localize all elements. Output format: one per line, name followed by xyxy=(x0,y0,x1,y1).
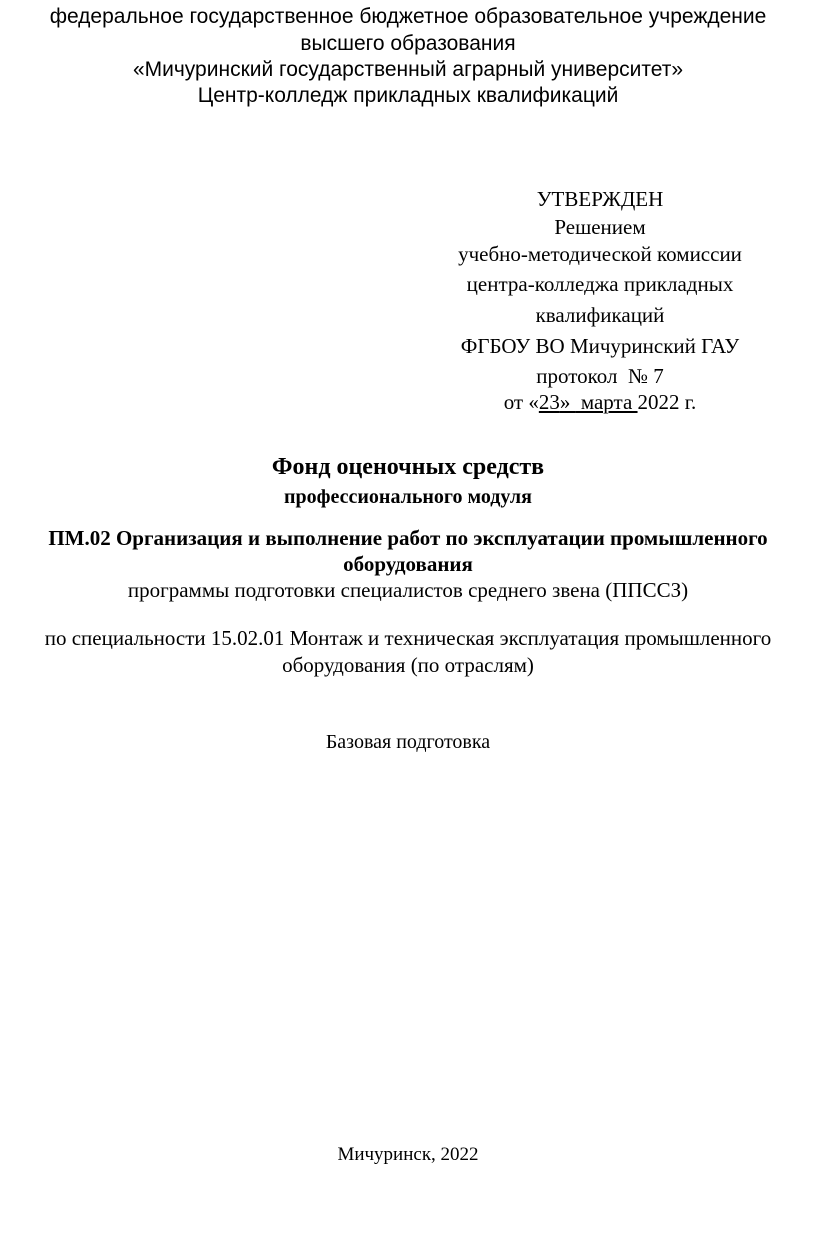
date-prefix: от « xyxy=(503,390,539,414)
specialty-line-2: оборудования (по отраслям) xyxy=(282,653,534,677)
date-mid: » xyxy=(559,390,576,414)
header-line-2: высшего образования xyxy=(300,32,516,55)
header-line-3: «Мичуринский государственный аграрный университет» xyxy=(132,58,684,81)
module-title-line-1: ПМ.02 Организация и выполнение работ по эксплуатации промышленного xyxy=(48,526,768,550)
date-month: марта xyxy=(575,390,638,414)
city-year: Мичуринск, 2022 xyxy=(337,1144,479,1165)
document-subtitle: профессионального модуля xyxy=(284,486,532,508)
header-line-1: федеральное государственное бюджетное образовательное учреждение xyxy=(49,5,767,28)
module-title-line-2: оборудования xyxy=(343,552,473,576)
approval-title: УТВЕРЖДЕН xyxy=(536,187,664,211)
approval-date xyxy=(420,392,780,413)
approval-commission-3: квалификаций xyxy=(535,303,665,327)
training-level: Базовая подготовка xyxy=(325,731,491,753)
specialty-line-1: по специальности 15.02.01 Монтаж и техническая эксплуатация промышленного xyxy=(44,626,772,650)
protocol-label: протокол xyxy=(536,364,618,388)
date-year: 2022 г. xyxy=(637,390,697,414)
header-line-4: Центр-колледж прикладных квалификаций xyxy=(197,84,619,107)
approval-org: ФГБОУ ВО Мичуринский ГАУ xyxy=(460,334,740,358)
date-day: 23 xyxy=(538,390,560,414)
approval-decision: Решением xyxy=(554,215,646,239)
approval-protocol xyxy=(420,366,780,387)
protocol-number: № 7 xyxy=(627,364,664,388)
approval-commission-1: учебно-методической комиссии xyxy=(458,242,742,266)
approval-commission-2: центра-колледжа прикладных xyxy=(466,272,734,296)
program-line: программы подготовки специалистов среднего звена (ППССЗ) xyxy=(127,578,689,602)
document-title: Фонд оценочных средств xyxy=(271,454,545,480)
